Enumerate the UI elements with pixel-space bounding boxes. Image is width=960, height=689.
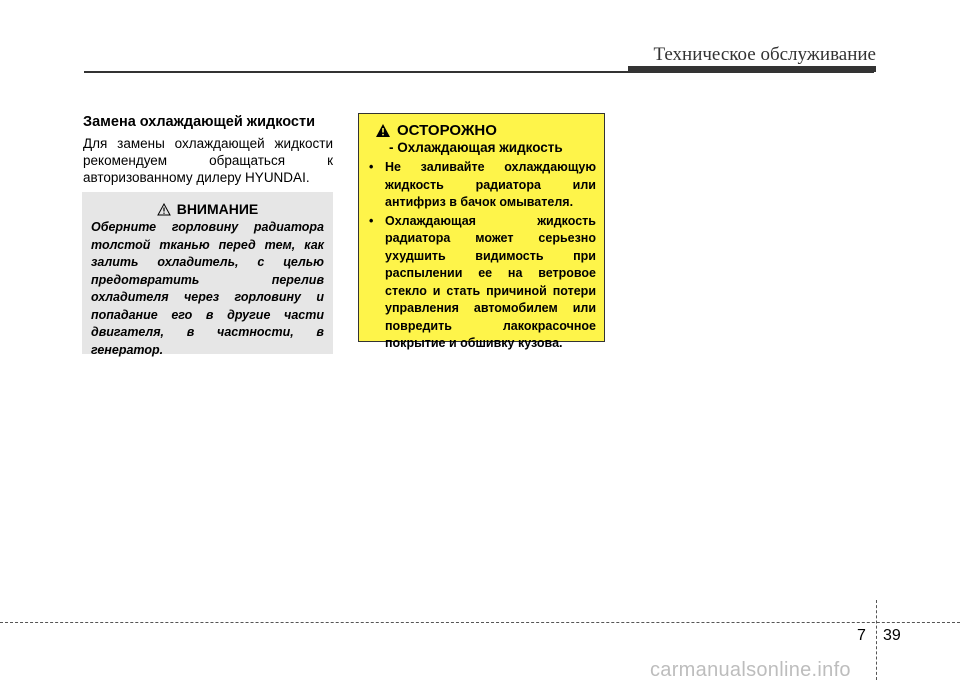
warning-subheading: - Охлаждающая жидкость — [389, 140, 563, 155]
caution-triangle-icon — [157, 203, 171, 216]
page-header-title: Техническое обслуживание — [653, 44, 876, 65]
notice-header — [91, 201, 324, 217]
watermark: carmanualsonline.info — [650, 659, 851, 681]
warning-list — [369, 159, 596, 353]
chapter-number: 7 — [857, 627, 866, 644]
page-number: 39 — [883, 627, 901, 644]
warning-heading: ОСТОРОЖНО — [397, 122, 497, 139]
notice-body: Оберните горловину радиатора толстой тканью перед тем, как залить охладитель, с целью предотвратить перелив охладителя через горловину и попадание его в другие части двигателя, в частности, в генератор. — [91, 220, 324, 357]
bullet: • — [369, 160, 374, 174]
notice-box — [82, 192, 333, 357]
notice-heading: ВНИМАНИЕ — [176, 201, 259, 217]
footer-divider — [0, 622, 960, 623]
intro-paragraph: Для замены охлаждающей жидкости рекомендуем обращаться к авторизованному дилеру HYUNDAI. — [83, 136, 333, 185]
bullet: • — [369, 213, 374, 228]
warning-box — [358, 113, 605, 350]
warning-item — [369, 159, 596, 212]
header-divider-accent — [628, 66, 876, 72]
warning-item — [369, 213, 596, 353]
warning-item-text: Охлаждающая жидкость радиатора может серьезно ухудшить видимость при распылении ее на ветровое стекло и стать причиной потери управления автомобилем или повредить лакокрасочное покрытие и обшивку кузова. — [385, 213, 596, 350]
footer-vertical-divider — [876, 600, 877, 680]
warning-header — [375, 122, 596, 139]
section-title: Замена охлаждающей жидкости — [83, 114, 316, 130]
warning-triangle-icon — [375, 123, 391, 138]
warning-item-text: Не заливайте охлаждающую жидкость радиатора или антифриз в бачок омывателя. — [385, 160, 596, 209]
